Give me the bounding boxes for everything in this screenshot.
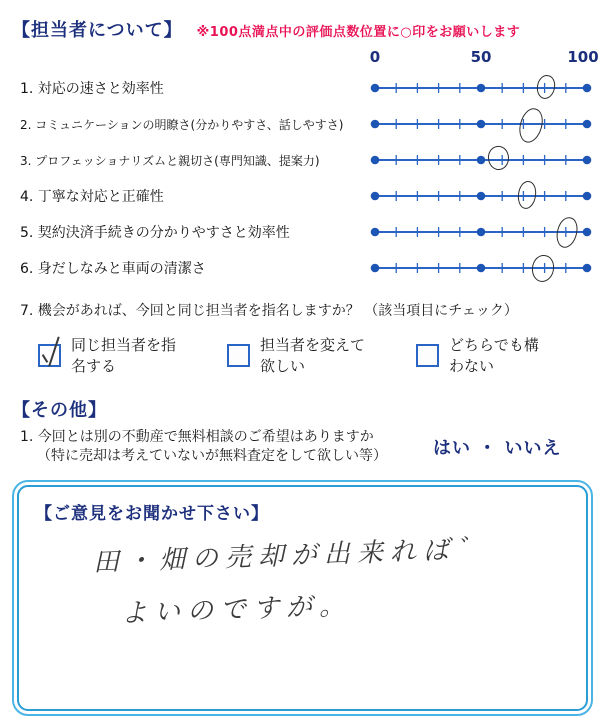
rating-item-label: 3. プロフェッショナリズムと親切さ(専門知識、提案力): [20, 153, 320, 168]
ratings-list: [12, 70, 593, 286]
other-item-1: [12, 428, 593, 466]
comments-box[interactable]: [12, 480, 593, 716]
question-7-text: 7. 機会があれば、今回と同じ担当者を指名しますか？ （該当項目にチェック）: [20, 303, 518, 319]
scale-label-100: 100: [567, 48, 599, 66]
scale-line-svg: [369, 73, 593, 103]
checkbox-label-same-agent: 同じ担当者を指名する: [71, 336, 177, 375]
rating-item-label: 6. 身だしなみと車両の清潔さ: [20, 261, 206, 277]
rating-row: [12, 142, 593, 178]
rating-scale[interactable]: [369, 253, 593, 283]
comments-box-inner[interactable]: [17, 485, 588, 711]
q7-options-row: [12, 334, 593, 376]
comments-title: 【ご意見をお聞かせ下さい】: [35, 503, 269, 524]
rating-scale[interactable]: [369, 217, 593, 247]
rating-row: [12, 106, 593, 142]
checkbox-same-agent[interactable]: [38, 344, 61, 367]
rating-row: [12, 214, 593, 250]
handwritten-comment-line2: よいのですが。: [120, 590, 353, 629]
scale-label-0: 0: [369, 48, 381, 66]
handwritten-comment-line1: 田・畑の売却が出来れば゛: [92, 533, 490, 578]
scale-line-svg: [369, 109, 593, 139]
q7-option-change-agent[interactable]: [227, 334, 372, 376]
rating-scale[interactable]: [369, 109, 593, 139]
rating-scale[interactable]: [369, 145, 593, 175]
rating-row: [12, 250, 593, 286]
question-7: [12, 300, 593, 320]
rating-item-label: 2. コミュニケーションの明瞭さ(分かりやすさ、話しやすさ): [20, 117, 344, 132]
rating-item-label: 4. 丁寧な対応と正確性: [20, 189, 164, 205]
scale-axis: [369, 48, 599, 70]
q7-option-same-agent[interactable]: [38, 334, 183, 376]
scale-line-svg: [369, 181, 593, 211]
yes-no-answer[interactable]: はい ・ いいえ: [433, 438, 562, 459]
other-item-1-line1: 1. 今回とは別の不動産で無料相談のご希望はありますか: [20, 429, 374, 445]
section-agent-header: [12, 16, 593, 42]
axis-spacer: [12, 48, 369, 70]
rating-row: [12, 178, 593, 214]
rating-scale[interactable]: [369, 181, 593, 211]
checkbox-change-agent[interactable]: [227, 344, 250, 367]
checkbox-either-ok[interactable]: [416, 344, 439, 367]
scale-axis-row: [12, 48, 599, 70]
rating-instruction-note: ※100点満点中の評価点数位置に○印をお願いします: [196, 25, 521, 40]
checkbox-label-change-agent: 担当者を変えて欲しい: [260, 336, 366, 375]
section-title-about-agent: 【担当者について】: [12, 20, 183, 41]
rating-scale[interactable]: [369, 73, 593, 103]
scale-line-svg: [369, 145, 593, 175]
scale-line-svg: [369, 253, 593, 283]
q7-option-either-ok[interactable]: [416, 334, 549, 376]
rating-item-label: 1. 対応の速さと効率性: [20, 81, 164, 97]
scale-label-50: 50: [470, 48, 492, 66]
checkbox-label-either-ok: どちらでも構わない: [449, 336, 539, 375]
other-item-1-line2: （特に売却は考えていないが無料査定をして欲しい等）: [37, 447, 387, 464]
rating-item-label: 5. 契約決済手続きの分かりやすさと効率性: [20, 225, 290, 241]
rating-row: [12, 70, 593, 106]
section-title-other: 【その他】: [12, 400, 107, 421]
other-item-1-text: [12, 428, 433, 466]
